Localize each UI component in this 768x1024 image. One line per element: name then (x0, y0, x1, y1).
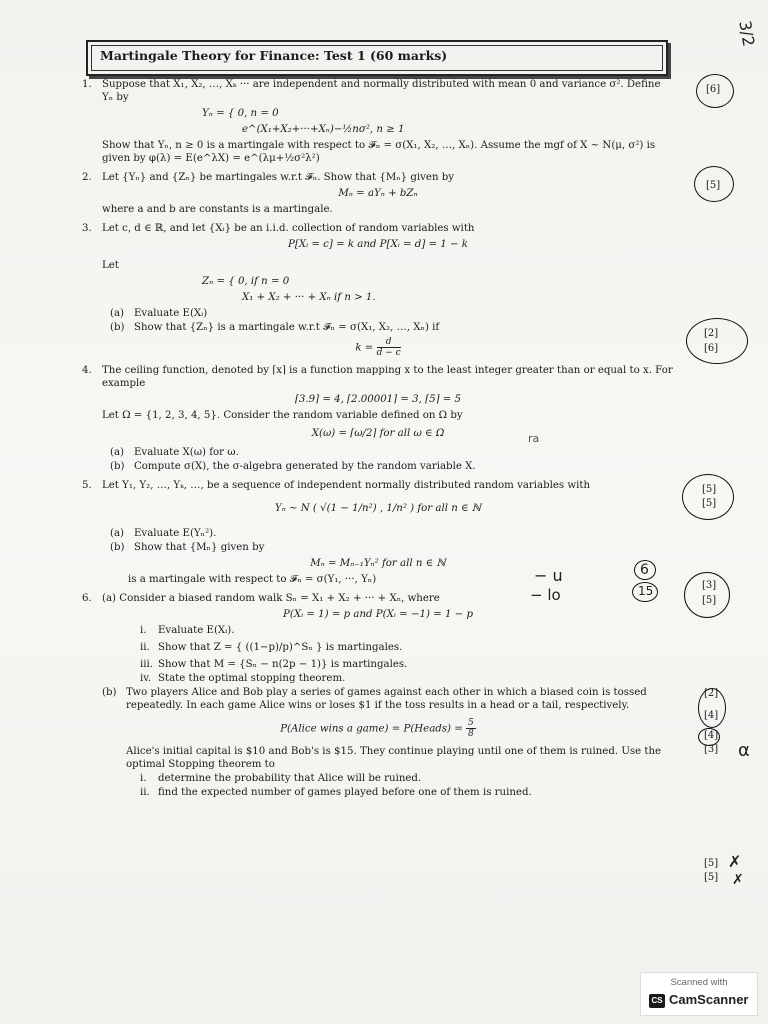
marks-q5a: [3] (702, 580, 717, 591)
question-text: Let (102, 260, 119, 271)
marks-q6a-ii: [4] (704, 710, 719, 721)
formula: P[Xᵢ = c] = k and P[Xᵢ = d] = 1 − k (288, 239, 468, 250)
part-a: (a) Evaluate E(Yₙ²). (110, 528, 217, 539)
page-title: Martingale Theory for Finance: Test 1 (60 marks) (100, 48, 448, 63)
formula: Zₙ = { 0, if n = 0 (202, 276, 290, 287)
formula: P(Alice wins a game) = P(Heads) = $\frac{5}{8}$ (280, 718, 474, 739)
subpart-i: i. Evaluate E(Xᵢ). (140, 625, 235, 636)
formula: k = $\frac{d}{d - c}$ (355, 337, 401, 358)
marks-q3b: [6] (704, 343, 719, 354)
marks-circle (694, 166, 734, 202)
question-text: The ceiling function, denoted by ⌈x⌉ is a function mapping x to the least integer greater than or equal to x. For example (102, 365, 673, 389)
question-text: (a) Consider a biased random walk Sₙ = X₁ + X₂ + ··· + Xₙ, where (102, 593, 440, 604)
subpart-ii: ii. Show that Z = { ((1−p)/p)^Sₙ } is martingales. (140, 642, 403, 653)
question-1 (82, 78, 674, 165)
formula: Yₙ ~ N ( √(1 − 1/n²) , 1/n² ) for all n ∈ ℕ (274, 503, 482, 514)
camscanner-badge: Scanned with CS CamScanner (640, 972, 758, 1016)
question-text: is a martingale with respect to 𝓕ₙ = σ(Y₁, ···, Yₙ) (128, 574, 377, 585)
question-3 (82, 222, 674, 358)
formula: X(ω) = ⌈ω/2⌉ for all ω ∈ Ω (311, 428, 445, 439)
question-2 (82, 171, 674, 216)
formula: P(Xᵢ = 1) = p and P(Xᵢ = −1) = 1 − p (283, 609, 473, 620)
marks-q6b-i: [5] (704, 858, 719, 869)
question-text: Let c, d ∈ ℝ, and let {Xᵢ} be an i.i.d. collection of random variables with (102, 223, 475, 234)
question-text: Let {Yₙ} and {Zₙ} be martingales w.r.t 𝓕ₙ. Show that {Mₙ} given by (102, 172, 455, 183)
questions (82, 78, 674, 802)
part-b: (b) Compute σ(X), the σ-algebra generated by the random variable X. (110, 461, 476, 472)
camscanner-logo-icon: CS (649, 994, 665, 1008)
marks-q6b-ii: [5] (704, 872, 719, 883)
question-text: where a and b are constants is a martingale. (102, 204, 333, 215)
part-a: (a) Evaluate X(ω) for ω. (110, 447, 239, 458)
part-a: (a) Evaluate E(Xᵢ) (110, 308, 208, 319)
handwritten-note: 6 (640, 562, 649, 578)
question-number: 3. (82, 223, 92, 234)
question-text: Let Y₁, Y₂, …, Yₖ, …, be a sequence of independent normally distributed random variables with (102, 480, 591, 491)
question-text: Suppose that X₁, X₂, …, Xₖ ··· are independent and normally distributed with mean 0 and variance σ². Define Yₙ by (102, 79, 661, 103)
marks-q2: [5] (706, 180, 721, 191)
subpart-i: i. determine the probability that Alice will be ruined. (140, 773, 422, 784)
question-number: 2. (82, 172, 92, 183)
formula: Mₙ = Mₙ₋₁Yₙ² for all n ∈ ℕ (310, 558, 446, 569)
handwritten-score: 3/2 (735, 19, 759, 48)
question-number: 4. (82, 365, 92, 376)
handwritten-note: 15 (638, 584, 654, 598)
marks-q6a-iii: [4] (704, 730, 719, 741)
handwritten-note: ra (528, 432, 540, 445)
part-b: (b) Two players Alice and Bob play a series of games against each other in which a biased coin is tossed repeatedly. In each game Alice wins or loses $1 if the toss results in a head or a tail, respectively. (102, 687, 647, 711)
question-number: 6. (82, 593, 92, 604)
formula: Yₙ = { 0, n = 0 (202, 108, 279, 119)
marks-q4b: [5] (702, 498, 717, 509)
question-6 (82, 592, 674, 799)
marks-q5b: [5] (702, 595, 717, 606)
formula: X₁ + X₂ + ··· + Xₙ if n > 1. (242, 292, 376, 303)
formula: Mₙ = aYₙ + bZₙ (338, 188, 418, 199)
subpart-ii: ii. find the expected number of games played before one of them is ruined. (140, 787, 532, 798)
handwritten-note: − u (534, 566, 563, 585)
question-4 (82, 364, 674, 473)
marks-circle (698, 688, 726, 728)
part-b: (b) Show that {Mₙ} given by (110, 542, 265, 553)
question-number: 5. (82, 480, 92, 491)
question-5 (82, 479, 674, 586)
subpart-iii: iii. Show that M = {Sₙ − n(2p − 1)} is martingales. (140, 659, 408, 670)
question-number: 1. (82, 79, 92, 90)
marks-circle (682, 474, 734, 520)
handwritten-cross: ✗ (728, 852, 742, 871)
part-b: (b) Show that {Zₙ} is a martingale w.r.t 𝓕ₙ = σ(X₁, X₂, …, Xₙ) if (110, 322, 440, 333)
handwritten-circle (632, 582, 658, 602)
question-text: Let Ω = {1, 2, 3, 4, 5}. Consider the random variable defined on Ω by (102, 410, 463, 421)
handwritten-note: α (738, 740, 750, 761)
marks-q4a: [5] (702, 484, 717, 495)
marks-circle (684, 572, 730, 618)
subpart-iv: iv. State the optimal stopping theorem. (140, 673, 346, 684)
handwritten-circle (634, 560, 656, 580)
marks-q1: [6] (706, 84, 721, 95)
marks-q6a-iv: [3] (704, 744, 719, 755)
marks-q6a-i: [2] (704, 688, 719, 699)
handwritten-cross: ✗ (732, 872, 744, 888)
marks-q3a: [2] (704, 328, 719, 339)
formula: ⌈3.9⌉ = 4, ⌈2.00001⌉ = 3, ⌈5⌉ = 5 (294, 394, 462, 405)
formula: e^(X₁+X₂+···+Xₙ)−½nσ², n ≥ 1 (242, 124, 405, 135)
question-text: Show that Yₙ, n ≥ 0 is a martingale with respect to 𝓕ₙ = σ(X₁, X₂, …, Xₙ). Assume the mgf of X ~ N(μ, σ²) is given by φ(λ) = E(e^λX) = e^(λμ+½σ²λ²) (102, 140, 656, 164)
question-text: Alice's initial capital is $10 and Bob's is $15. They continue playing until one of them is ruined. Use the optimal Stopping theorem to (126, 746, 662, 770)
handwritten-note: − lo (530, 586, 561, 604)
marks-circle (696, 74, 734, 108)
marks-circle (686, 318, 748, 364)
